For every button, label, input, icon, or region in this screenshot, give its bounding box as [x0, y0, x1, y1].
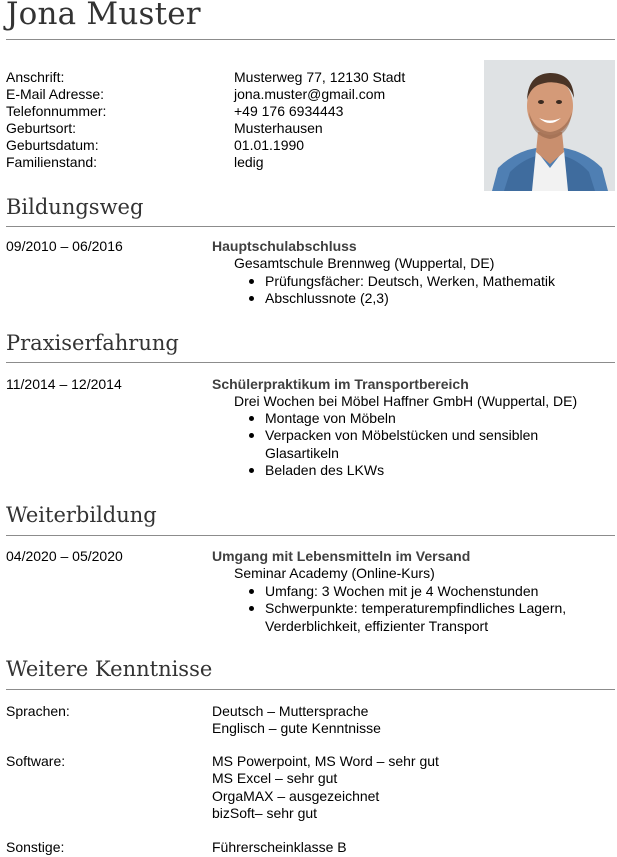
skill-values [212, 839, 347, 856]
personal-label: Anschrift: [6, 69, 65, 85]
skill-line: Englisch – gute Kenntnisse [212, 720, 381, 737]
personal-value: Musterweg 77, 12130 Stadt [234, 69, 406, 85]
bullet-item: Umfang: 3 Wochen mit je 4 Wochenstunden [248, 583, 608, 600]
entry-institution: Drei Wochen bei Möbel Haffner GmbH (Wuppertal, DE) [234, 393, 578, 409]
skill-label: Software: [6, 753, 66, 769]
section-title-experience: Praxiserfahrung [6, 331, 179, 355]
skill-label: Sprachen: [6, 703, 70, 719]
skill-line: Deutsch – Muttersprache [212, 703, 369, 719]
entry-bullets [248, 410, 608, 480]
entry-institution: Gesamtschule Brennweg (Wuppertal, DE) [234, 255, 495, 271]
section-title-education: Bildungsweg [6, 195, 144, 219]
personal-value: +49 176 6934443 [234, 103, 344, 119]
skill-line: OrgaMAX – ausgezeichnet [212, 787, 380, 804]
section-divider [6, 362, 615, 363]
bullet-item: Verpacken von Möbelstücken und sensiblen Glasartikeln [248, 427, 575, 462]
portrait-image [484, 60, 615, 191]
bullet-item: Montage von Möbeln [248, 410, 608, 427]
personal-label: Geburtsdatum: [6, 137, 99, 153]
entry-bullets [248, 273, 608, 308]
personal-value: ledig [234, 154, 264, 170]
entry-title: Schülerpraktikum im Transportbereich [212, 376, 469, 392]
skill-values [212, 753, 439, 822]
bullet-item: Beladen des LKWs [248, 462, 608, 479]
bullet-item: Abschlussnote (2,3) [248, 290, 608, 307]
header-divider [6, 39, 615, 40]
section-title-training: Weiterbildung [6, 503, 157, 527]
personal-label: Familienstand: [6, 154, 98, 170]
skill-line: MS Powerpoint, MS Word – sehr gut [212, 753, 439, 769]
skill-values [212, 703, 381, 738]
bullet-item: Schwerpunkte: temperaturempfindliches Lagern, Verderblichkeit, effizienter Transport [248, 600, 600, 635]
section-divider [6, 226, 615, 227]
personal-label: E-Mail Adresse: [6, 86, 105, 102]
applicant-name: Jona Muster [6, 0, 201, 32]
section-divider [6, 535, 615, 536]
personal-value: jona.muster@gmail.com [234, 86, 386, 102]
section-title-skills: Weitere Kenntnisse [6, 657, 213, 681]
bullet-item: Prüfungsfächer: Deutsch, Werken, Mathematik [248, 273, 608, 290]
entry-date: 11/2014 – 12/2014 [6, 376, 122, 392]
skill-label: Sonstige: [6, 839, 65, 855]
personal-label: Geburtsort: [6, 120, 77, 136]
skill-line: Führerscheinklasse B [212, 839, 347, 855]
skill-line: MS Excel – sehr gut [212, 770, 338, 787]
skill-line: bizSoft– sehr gut [212, 804, 318, 821]
personal-label: Telefonnummer: [6, 103, 107, 119]
entry-institution: Seminar Academy (Online-Kurs) [234, 565, 435, 581]
entry-bullets [248, 583, 608, 635]
personal-value: Musterhausen [234, 120, 323, 136]
profile-photo [484, 60, 615, 191]
entry-date: 04/2020 – 05/2020 [6, 548, 123, 564]
entry-title: Umgang mit Lebensmitteln im Versand [212, 548, 471, 564]
section-divider [6, 689, 615, 690]
personal-value: 01.01.1990 [234, 137, 305, 153]
entry-title: Hauptschulabschluss [212, 238, 357, 254]
entry-date: 09/2010 – 06/2016 [6, 238, 123, 254]
